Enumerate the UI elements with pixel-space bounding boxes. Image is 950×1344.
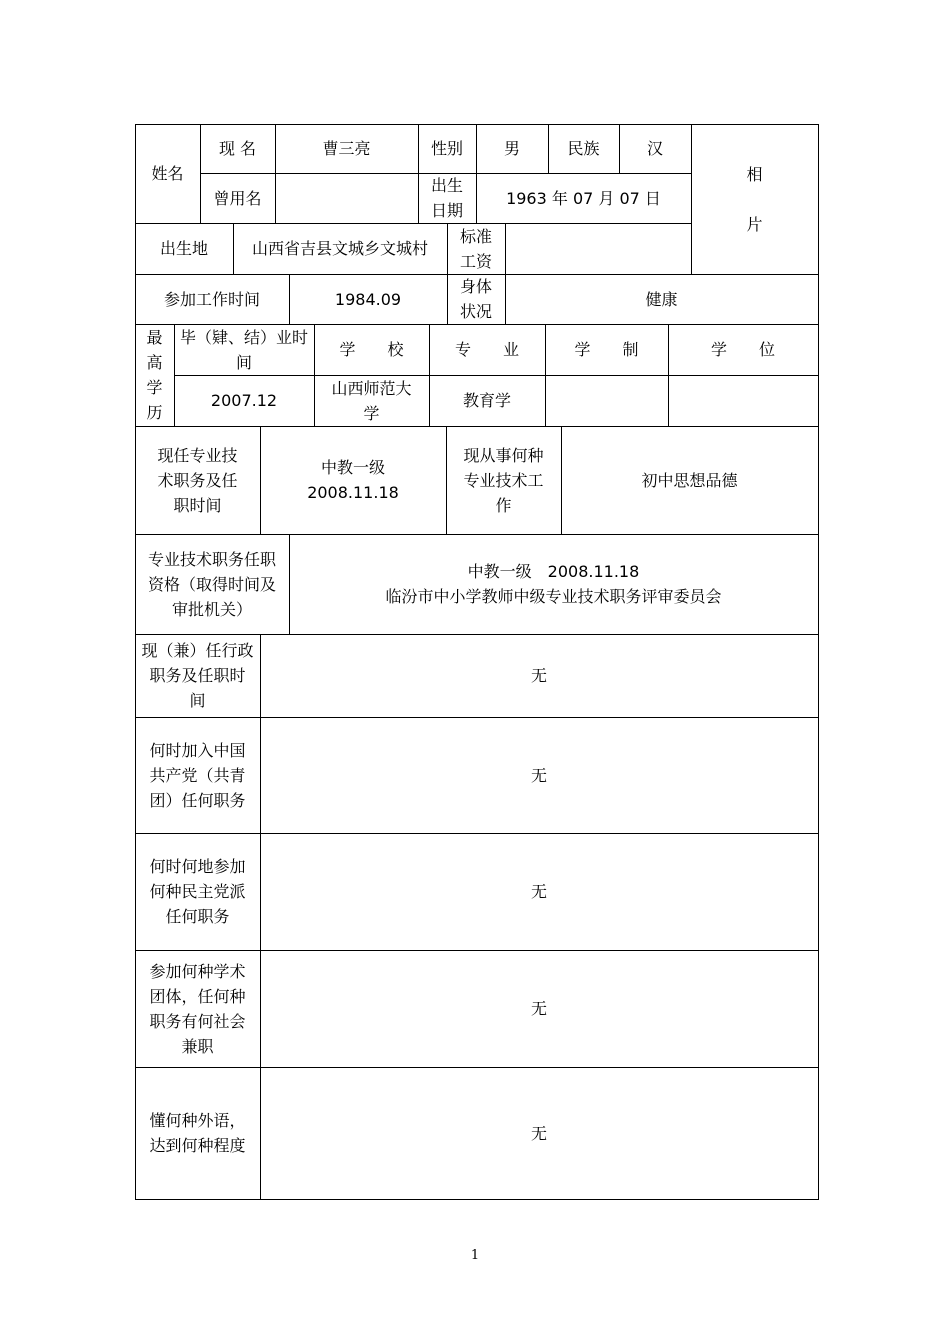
former-name-label: 曾用名 <box>213 188 262 208</box>
party-value[interactable]: 无 <box>530 765 547 785</box>
education-degree-value[interactable] <box>668 375 818 426</box>
education-header-graduation: 毕（肄、结）业时 间 <box>179 327 308 372</box>
ethnicity-value[interactable]: 汉 <box>646 139 663 158</box>
gender-label: 性别 <box>430 139 463 158</box>
current-title-value[interactable]: 中教一级 2008.11.18 <box>307 458 399 502</box>
birthplace-value[interactable]: 山西省吉县文城乡文城村 <box>251 239 428 258</box>
education-label: 最 高 学 历 <box>146 328 163 422</box>
education-school-value[interactable]: 山西师范大 学 <box>331 378 412 423</box>
salary-value[interactable] <box>505 223 691 274</box>
qualification-value[interactable]: 中教一级 2008.11.18 临汾市中小学教师中级专业技术职务评审委员会 <box>385 562 722 606</box>
health-label: 身体 状况 <box>459 277 492 321</box>
academic-label: 参加何种学术 团体，任何种 职务有何社会 兼职 <box>149 961 246 1056</box>
education-graduation-value[interactable]: 2007.12 <box>210 391 278 410</box>
language-value[interactable]: 无 <box>530 1123 547 1143</box>
birth-date-value[interactable]: 1963 年 07 月 07 日 <box>506 188 661 208</box>
academic-value[interactable]: 无 <box>530 999 547 1018</box>
gender-value[interactable]: 男 <box>503 139 520 158</box>
birth-date-label: 出生 日期 <box>430 176 463 220</box>
current-name-value[interactable]: 曹三亮 <box>322 139 371 158</box>
work-start-value[interactable]: 1984.09 <box>334 289 402 309</box>
photo-placeholder: 相 片 <box>746 164 763 234</box>
current-work-label: 现从事何种 专业技术工 作 <box>463 445 544 515</box>
health-value[interactable]: 健康 <box>645 289 678 309</box>
education-duration-value[interactable] <box>545 375 668 426</box>
admin-post-label: 现（兼）任行政 职务及任职时 间 <box>141 641 254 710</box>
education-header-degree: 学 位 <box>710 340 775 359</box>
education-header-major: 专 业 <box>454 340 519 359</box>
language-label: 懂何种外语， 达到何种程度 <box>149 1111 246 1155</box>
birthplace-label: 出生地 <box>159 239 208 258</box>
admin-post-value[interactable]: 无 <box>530 666 547 685</box>
education-major-value[interactable]: 教育学 <box>462 391 511 410</box>
qualification-label: 专业技术职务任职 资格（取得时间及 审批机关） <box>147 549 276 619</box>
education-header-school: 学 校 <box>339 340 404 359</box>
current-title-label: 现任专业技 术职务及任 职时间 <box>157 445 238 515</box>
former-name-value[interactable] <box>275 173 418 223</box>
education-header-duration: 学 制 <box>574 340 639 359</box>
democratic-party-label: 何时何地参加 何种民主党派 任何职务 <box>149 857 246 926</box>
democratic-party-value[interactable]: 无 <box>530 882 547 901</box>
work-start-label: 参加工作时间 <box>163 289 260 309</box>
current-work-value[interactable]: 初中思想品德 <box>641 470 738 490</box>
page-number: 1 <box>470 1248 480 1263</box>
salary-label: 标准 工资 <box>459 226 492 271</box>
name-label: 姓名 <box>151 164 184 183</box>
current-name-label: 现 名 <box>218 139 257 158</box>
party-label: 何时加入中国 共产党（共青 团）任何职务 <box>149 740 246 810</box>
ethnicity-label: 民族 <box>567 139 600 158</box>
